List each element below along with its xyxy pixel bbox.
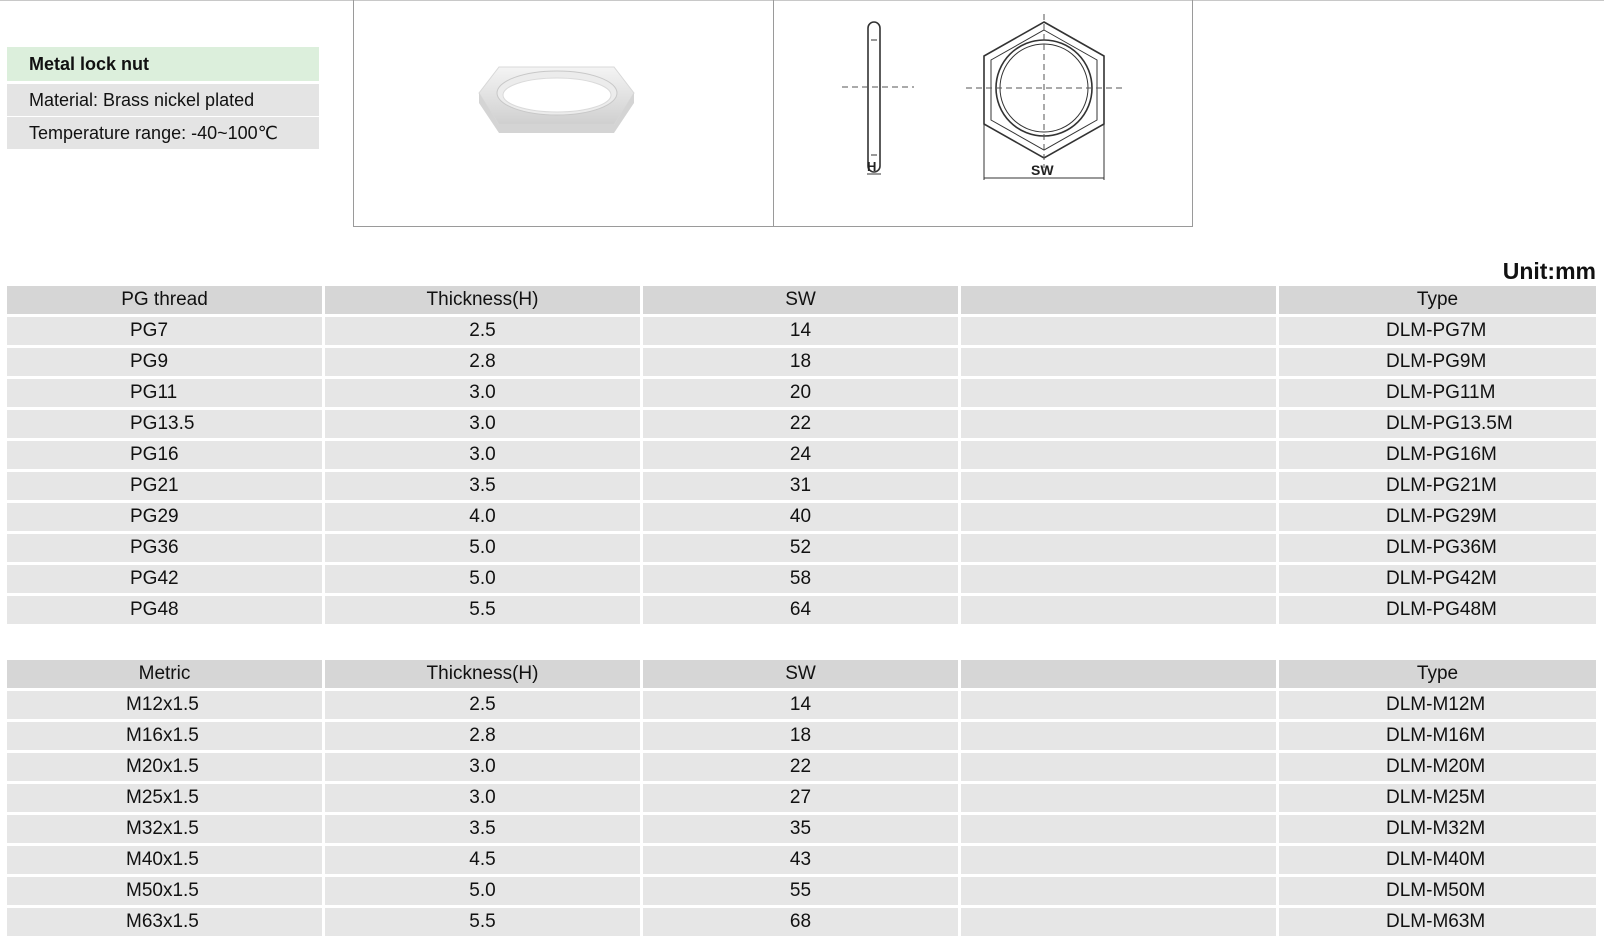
table-cell: 3.0 [325,441,640,469]
table-row [7,596,1596,624]
table-cell: M32x1.5 [7,815,322,843]
header-cell: PG thread [7,286,322,314]
table-cell: DLM-PG9M [1279,348,1596,376]
table-cell: 20 [643,379,958,407]
table-cell [961,441,1276,469]
table-cell [961,753,1276,781]
table-cell: PG16 [7,441,322,469]
table-cell [961,784,1276,812]
table-cell: PG42 [7,565,322,593]
metric-table [7,660,1596,939]
table-cell: M50x1.5 [7,877,322,905]
table-cell: 43 [643,846,958,874]
table-cell: 18 [643,722,958,750]
table-cell [961,317,1276,345]
table-row [7,784,1596,812]
sw-dimension-label: SW [1031,162,1054,178]
table-cell: M25x1.5 [7,784,322,812]
table-cell: 24 [643,441,958,469]
header-cell: Thickness(H) [325,660,640,688]
table-cell: DLM-PG36M [1279,534,1596,562]
table-row [7,503,1596,531]
header-cell [961,660,1276,688]
table-cell: M16x1.5 [7,722,322,750]
table-cell: 68 [643,908,958,936]
table-row [7,317,1596,345]
table-cell: 35 [643,815,958,843]
table-cell: DLM-M63M [1279,908,1596,936]
table-cell: DLM-M32M [1279,815,1596,843]
table-cell [961,691,1276,719]
table-cell [961,908,1276,936]
table-cell: DLM-PG48M [1279,596,1596,624]
header-cell: SW [643,286,958,314]
table-cell [961,596,1276,624]
table-cell: DLM-PG42M [1279,565,1596,593]
table-row [7,441,1596,469]
table-cell: 3.5 [325,472,640,500]
table-cell: DLM-PG11M [1279,379,1596,407]
table-cell: PG7 [7,317,322,345]
table-row [7,908,1596,936]
table-row [7,722,1596,750]
table-cell: 4.0 [325,503,640,531]
table-row [7,753,1596,781]
table-cell: DLM-M40M [1279,846,1596,874]
table-cell: 2.8 [325,348,640,376]
table-cell: 4.5 [325,846,640,874]
table-cell: 5.5 [325,596,640,624]
table-cell: 2.8 [325,722,640,750]
temperature-line: Temperature range: -40~100℃ [7,117,319,149]
material-line: Material: Brass nickel plated [7,84,319,116]
table-row [7,691,1596,719]
table-cell: 3.0 [325,379,640,407]
table-cell: 58 [643,565,958,593]
header-cell: Metric [7,660,322,688]
table-cell: DLM-M50M [1279,877,1596,905]
table-row [7,348,1596,376]
table-cell: 55 [643,877,958,905]
table-cell: 3.0 [325,410,640,438]
table-header-row [7,286,1596,314]
table-row [7,815,1596,843]
table-cell: DLM-M20M [1279,753,1596,781]
table-cell [961,503,1276,531]
unit-label: Unit:mm [1502,258,1596,284]
table-row [7,379,1596,407]
table-cell: M40x1.5 [7,846,322,874]
table-cell: 3.0 [325,784,640,812]
table-cell [961,722,1276,750]
product-image-panels [353,0,1193,227]
table-cell: M12x1.5 [7,691,322,719]
table-cell: 52 [643,534,958,562]
table-cell: PG13.5 [7,410,322,438]
table-cell: M63x1.5 [7,908,322,936]
table-cell: 3.5 [325,815,640,843]
table-cell: 5.5 [325,908,640,936]
table-cell [961,472,1276,500]
header-cell: Thickness(H) [325,286,640,314]
table-cell: 31 [643,472,958,500]
table-cell: PG29 [7,503,322,531]
table-cell: DLM-PG21M [1279,472,1596,500]
table-cell: 5.0 [325,877,640,905]
table-cell: PG48 [7,596,322,624]
table-cell: DLM-M16M [1279,722,1596,750]
table-cell [961,846,1276,874]
header-cell: Type [1279,286,1596,314]
table-body [7,317,1596,624]
table-cell: DLM-PG16M [1279,441,1596,469]
table-cell: 5.0 [325,534,640,562]
table-cell [961,877,1276,905]
table-row [7,846,1596,874]
table-row [7,472,1596,500]
table-cell: PG36 [7,534,322,562]
header-cell: Type [1279,660,1596,688]
table-cell: 40 [643,503,958,531]
table-cell: PG11 [7,379,322,407]
table-cell [961,565,1276,593]
table-cell [961,815,1276,843]
table-cell [961,379,1276,407]
table-cell [961,534,1276,562]
table-cell [961,410,1276,438]
pg-thread-table [7,286,1596,627]
product-title: Metal lock nut [7,47,319,81]
table-row [7,877,1596,905]
table-header-row [7,660,1596,688]
table-cell: DLM-PG7M [1279,317,1596,345]
table-cell: DLM-PG29M [1279,503,1596,531]
header-cell [961,286,1276,314]
table-cell: DLM-M12M [1279,691,1596,719]
table-cell: DLM-PG13.5M [1279,410,1596,438]
header-cell: SW [643,660,958,688]
table-cell: 3.0 [325,753,640,781]
table-row [7,410,1596,438]
height-dimension-label: H [867,159,877,174]
table-cell: 14 [643,317,958,345]
table-cell: PG9 [7,348,322,376]
table-cell: 18 [643,348,958,376]
table-cell: 22 [643,410,958,438]
dimension-drawing [774,0,1193,226]
table-body [7,691,1596,936]
table-cell: DLM-M25M [1279,784,1596,812]
product-spec-box [7,47,319,150]
table-cell: 64 [643,596,958,624]
table-cell: 2.5 [325,691,640,719]
table-cell: 14 [643,691,958,719]
table-cell: PG21 [7,472,322,500]
table-cell: 22 [643,753,958,781]
table-cell: 2.5 [325,317,640,345]
lock-nut-photo [474,55,674,180]
table-cell: 5.0 [325,565,640,593]
table-cell: 27 [643,784,958,812]
table-row [7,534,1596,562]
table-row [7,565,1596,593]
table-cell: M20x1.5 [7,753,322,781]
table-cell [961,348,1276,376]
